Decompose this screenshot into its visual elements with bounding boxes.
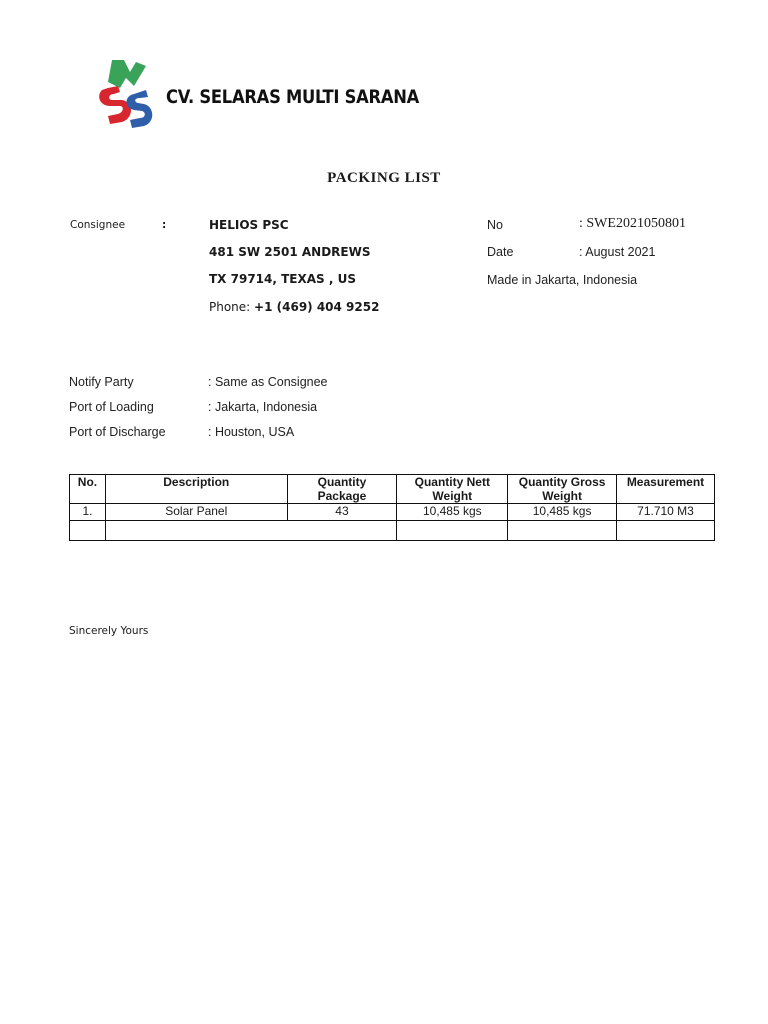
- table-row-empty: [70, 521, 715, 541]
- col-header-nett-weight: [397, 475, 508, 504]
- made-in: Made in Jakarta, Indonesia: [487, 273, 638, 287]
- col-header-quantity-package: [287, 475, 397, 504]
- consignee-phone: [209, 300, 379, 314]
- consignee-colon: :: [162, 219, 167, 231]
- col-header-quantity-package-line2: Package: [317, 489, 367, 503]
- cell-nett-weight: 10,485 kgs: [397, 504, 508, 521]
- cell-description: Solar Panel: [105, 504, 287, 521]
- no-label: No: [487, 218, 503, 232]
- consignee-name: HELIOS PSC: [209, 218, 289, 232]
- port-discharge-value: : Houston, USA: [208, 425, 295, 439]
- cell-no: 1.: [70, 504, 106, 521]
- no-value: : SWE2021050801: [579, 216, 686, 231]
- company-name: CV. SELARAS MULTI SARANA: [166, 86, 420, 108]
- date-value: : August 2021: [579, 245, 656, 259]
- table-header-row: [70, 475, 715, 504]
- empty-cell: [617, 521, 715, 541]
- port-loading-label: Port of Loading: [69, 400, 154, 414]
- col-header-no: No.: [70, 475, 106, 504]
- cell-gross-weight: 10,485 kgs: [508, 504, 617, 521]
- col-header-description: Description: [105, 475, 287, 504]
- empty-cell: [508, 521, 617, 541]
- phone-value: +1 (469) 404 9252: [254, 300, 380, 314]
- col-header-nett-weight-line1: Quantity Nett: [414, 475, 490, 489]
- port-loading-value: : Jakarta, Indonesia: [208, 400, 318, 414]
- consignee-label: Consignee: [70, 219, 126, 231]
- notify-party-label: Notify Party: [69, 375, 134, 389]
- port-discharge-label: Port of Discharge: [69, 425, 166, 439]
- col-header-measurement: Measurement: [617, 475, 715, 504]
- packing-table: [69, 474, 715, 541]
- phone-label: Phone:: [209, 300, 251, 314]
- date-label: Date: [487, 245, 514, 259]
- empty-cell: [397, 521, 508, 541]
- col-header-quantity-package-line1: Quantity: [317, 475, 367, 489]
- col-header-gross-weight-line1: Quantity Gross: [518, 475, 606, 489]
- empty-cell: [70, 521, 106, 541]
- col-header-gross-weight: [508, 475, 617, 504]
- consignee-address-line1: 481 SW 2501 ANDREWS: [209, 245, 371, 259]
- consignee-address-line2: TX 79714, TEXAS , US: [209, 272, 356, 286]
- notify-party-value: : Same as Consignee: [208, 375, 328, 389]
- cell-quantity-package: 43: [287, 504, 397, 521]
- page-title: PACKING LIST: [327, 170, 441, 186]
- empty-cell: [105, 521, 396, 541]
- col-header-nett-weight-line2: Weight: [432, 489, 473, 503]
- company-logo: [94, 56, 160, 130]
- closing-text: Sincerely Yours: [69, 625, 149, 637]
- col-header-gross-weight-line2: Weight: [542, 489, 582, 503]
- table-row: [70, 504, 715, 521]
- cell-measurement: 71.710 M3: [617, 504, 715, 521]
